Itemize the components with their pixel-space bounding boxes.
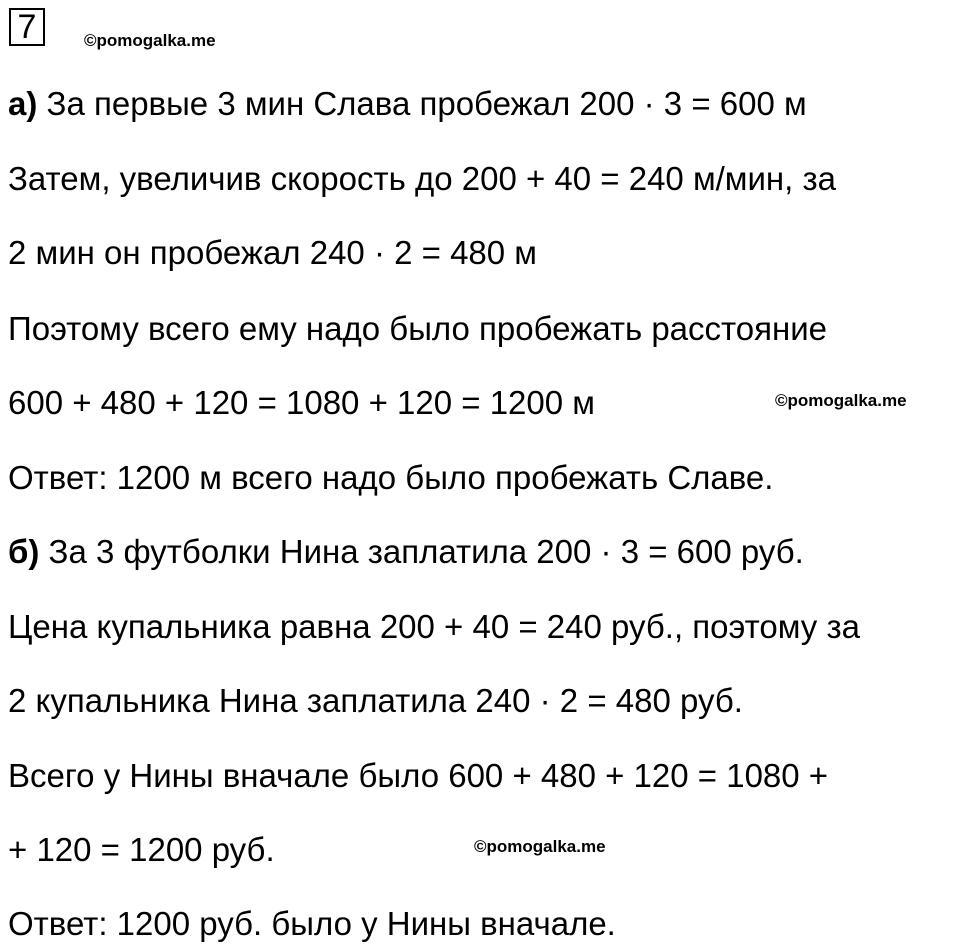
solution-line: Цена купальника равна 200 + 40 = 240 руб., поэтому за <box>8 608 860 645</box>
solution-line: Всего у Нины вначале было 600 + 480 + 120 = 1080 + <box>8 757 829 794</box>
watermark-top: ©pomogalka.me <box>84 31 216 50</box>
line-text: За 3 футболки Нина заплатила 200 · 3 = 600 руб. <box>39 533 804 570</box>
answer-line-a: Ответ: 1200 м всего надо было пробежать Славе. <box>8 459 774 496</box>
solution-line: 600 + 480 + 120 = 1080 + 120 = 1200 м <box>8 384 595 421</box>
line-text: За первые 3 мин Слава пробежал 200 · 3 = 600 м <box>37 85 807 122</box>
solution-line: Поэтому всего ему надо было пробежать расстояние <box>8 310 828 347</box>
answer-line-b: Ответ: 1200 руб. было у Нины вначале. <box>8 905 616 942</box>
solution-line: + 120 = 1200 руб. <box>8 831 275 868</box>
watermark-middle: ©pomogalka.me <box>775 391 907 410</box>
solution-line: 2 мин он пробежал 240 · 2 = 480 м <box>8 234 537 271</box>
part-b-label: б) <box>8 533 40 570</box>
solution-line: 2 купальника Нина заплатила 240 · 2 = 480 руб. <box>8 682 743 719</box>
task-number-box: 7 <box>9 8 45 46</box>
solution-line: Затем, увеличив скорость до 200 + 40 = 240 м/мин, за <box>8 160 836 197</box>
solution-line-b-intro <box>8 532 804 572</box>
watermark-bottom: ©pomogalka.me <box>474 837 606 856</box>
solution-line-a-intro <box>8 84 807 124</box>
part-a-label: а) <box>8 85 38 122</box>
